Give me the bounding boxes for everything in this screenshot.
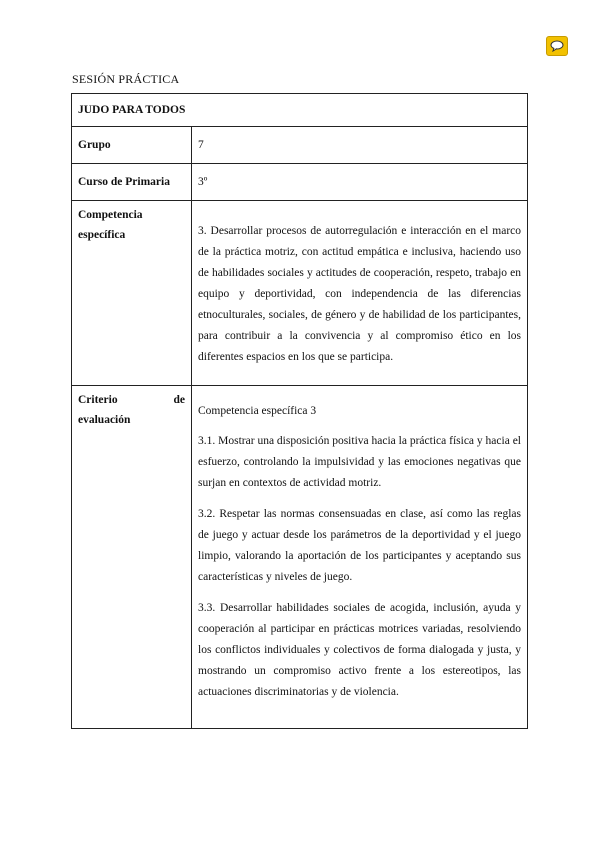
comment-icon[interactable] [546,36,568,56]
title-row [72,94,528,127]
speech-bubble-icon [550,40,564,52]
course-row [72,164,528,201]
competence-row [72,201,528,386]
competence-label [72,201,192,386]
group-label: Grupo [72,127,192,164]
session-title: SESIÓN PRÁCTICA [72,72,180,86]
session-table [71,93,528,729]
table-title: JUDO PARA TODOS [72,94,528,127]
criteria-item: 3.3. Desarrollar habilidades sociales de acogida, inclusión, ayuda y cooperación al participar en prácticas motrices variadas, resolviendo los conflictos individuales y colectivos de forma dialogada y justa, y mostrando un compromiso activo frente a los estereotipos, las actuaciones discriminatorias y de violencia. [198,602,522,698]
criteria-intro: Competencia específica 3 [198,405,317,417]
group-row [72,127,528,164]
criteria-label [72,386,192,729]
group-value: 7 [192,127,528,164]
criteria-item: 3.1. Mostrar una disposición positiva hacia la práctica física y hacia el esfuerzo, controlando la impulsividad y las emociones negativas que surjan en contextos de actividad motriz. [198,435,522,489]
course-value: 3º [192,164,528,201]
criteria-label-line1: Criterio de [78,394,185,406]
course-label: Curso de Primaria [72,164,192,201]
competence-label-line1: Competencia [78,209,143,221]
competence-cell [192,201,528,386]
criteria-item: 3.2. Respetar las normas consensuadas en clase, así como las reglas de juego y actuar desde los parámetros de la deportividad y el juego limpio, valorando la aportación de los participantes y aceptando sus características y niveles de juego. [198,508,522,583]
criteria-row [72,386,528,729]
criteria-label-line2: evaluación [78,414,131,426]
competence-label-line2: específica [78,229,126,241]
criteria-cell [192,386,528,729]
competence-text: 3. Desarrollar procesos de autorregulación e interacción en el marco de la práctica motriz, con actitud empática e inclusiva, haciendo uso de habilidades sociales y actitudes de cooperación, respeto, trabajo en equipo y deportividad, con independencia de las diferencias etnoculturales, sociales, de género y de habilidad de los participantes, para contribuir a la convivencia y al compromiso ético en los diferentes espacios en los que se participa. [198,225,522,363]
